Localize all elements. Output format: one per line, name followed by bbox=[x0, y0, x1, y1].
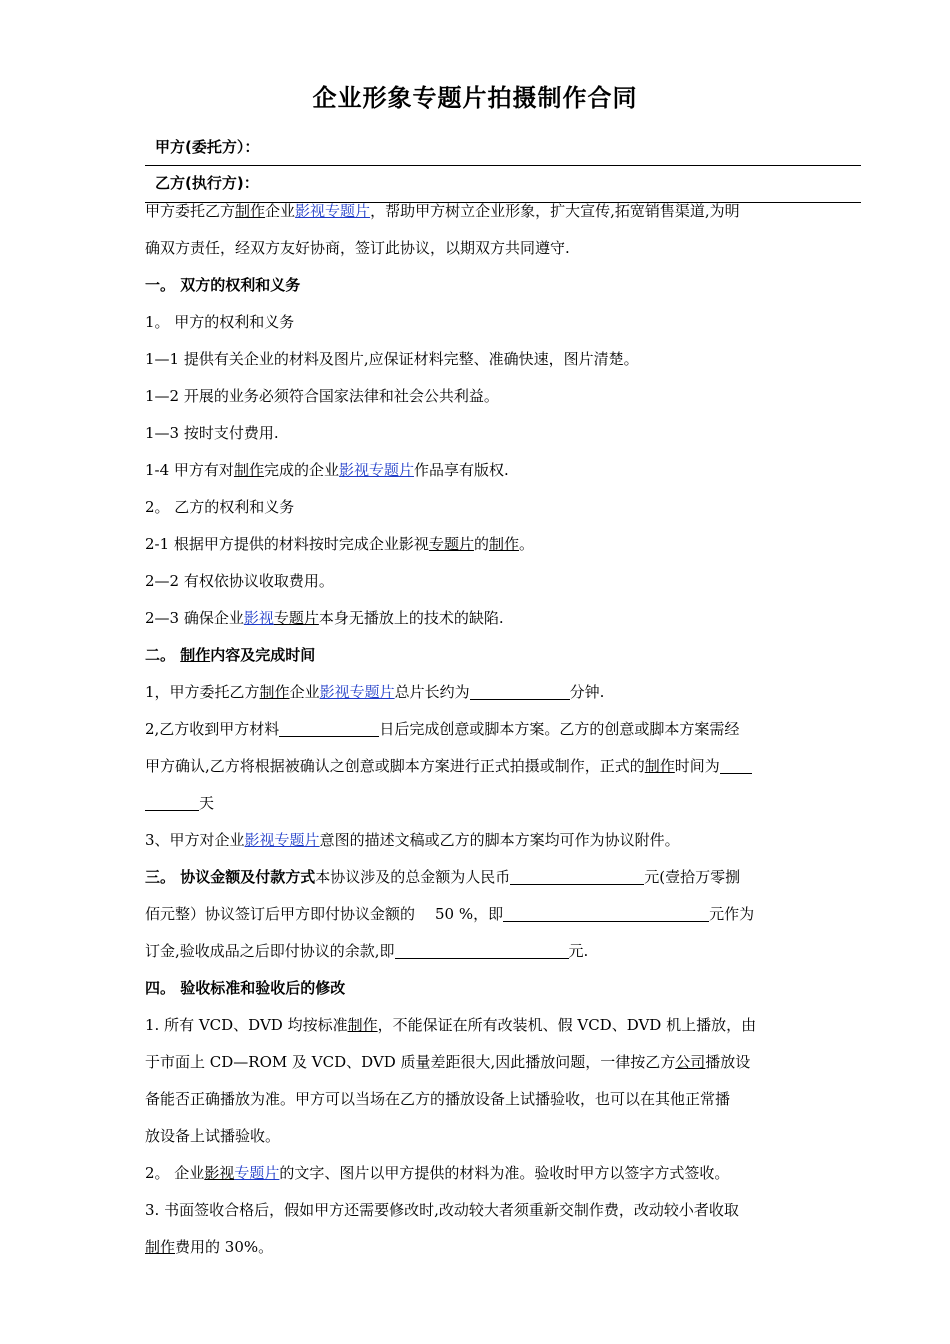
text: 天 bbox=[199, 794, 215, 812]
term-link[interactable]: 影视专题片 bbox=[319, 683, 395, 701]
text: 企业 bbox=[265, 202, 296, 220]
underlined-term: 专题片 bbox=[428, 535, 474, 553]
underlined-term: 专题片 bbox=[273, 609, 319, 627]
term-link[interactable]: 影视专题片 bbox=[338, 461, 414, 479]
text: 1. 所有 VCD、DVD 均按标准 bbox=[145, 1016, 348, 1034]
text: 完成的企业 bbox=[263, 461, 339, 479]
term-link[interactable]: 影视 bbox=[243, 609, 274, 627]
s2-item-2-line-3 bbox=[145, 785, 815, 822]
deposit-amount-blank[interactable] bbox=[503, 904, 709, 922]
production-time-blank-cont[interactable] bbox=[145, 793, 199, 811]
term-link[interactable]: 影视专题片 bbox=[244, 831, 320, 849]
clause-1-1: 1—1 提供有关企业的材料及图片,应保证材料完整、准确快速，图片清楚。 bbox=[145, 350, 639, 368]
party-b-label: 乙方(执行方)： bbox=[155, 174, 259, 192]
s4-p2 bbox=[145, 1155, 815, 1192]
s4-p3-line-1: 3. 书面签收合格后，假如甲方还需要修改时,改动较大者须重新交制作费，改动较小者收取 bbox=[145, 1201, 739, 1219]
clause-2-3 bbox=[145, 600, 815, 637]
text: 元. bbox=[568, 942, 589, 960]
s2-item-3 bbox=[145, 822, 815, 859]
underlined-term: 影视 bbox=[204, 1164, 235, 1182]
section-4-heading: 四。 验收标准和验收后的修改 bbox=[145, 979, 346, 997]
text: 甲方确认,乙方将根据被确认之创意或脚本方案进行正式拍摄或制作，正式的 bbox=[145, 757, 645, 775]
text: 内容及完成时间 bbox=[210, 646, 316, 664]
text: 1，甲方委托乙方 bbox=[145, 683, 260, 701]
text: 订金,验收成品之后即付协议的余款,即 bbox=[145, 942, 395, 960]
text: 3、甲方对企业 bbox=[145, 831, 245, 849]
underlined-term: 公司 bbox=[675, 1053, 706, 1071]
s4-p1-line-4: 放设备上试播验收。 bbox=[145, 1127, 281, 1145]
text: 意图的描述文稿或乙方的脚本方案均可作为协议附件。 bbox=[319, 831, 680, 849]
text: 甲方委托乙方 bbox=[145, 202, 236, 220]
text: 2。 企业 bbox=[145, 1164, 205, 1182]
text: 总片长约为 bbox=[394, 683, 470, 701]
text: ，不能保证在所有改装机、假 VCD、DVD 机上播放，由 bbox=[377, 1016, 757, 1034]
s2-item-1 bbox=[145, 674, 815, 711]
clause-2-1 bbox=[145, 526, 815, 563]
text: 的文字、图片以甲方提供的材料为准。验收时甲方以签字方式签收。 bbox=[279, 1164, 730, 1182]
party-a-label: 甲方(委托方）： bbox=[155, 138, 260, 156]
section-2-heading bbox=[145, 637, 815, 674]
contract-body bbox=[145, 193, 815, 1266]
text: 2—3 确保企业 bbox=[145, 609, 244, 627]
text: 的 bbox=[473, 535, 489, 553]
underlined-term: 制作 bbox=[488, 535, 519, 553]
text: 播放设 bbox=[705, 1053, 751, 1071]
text: 作品享有版权. bbox=[413, 461, 509, 479]
underlined-term: 制作 bbox=[259, 683, 290, 701]
section-3-line-1 bbox=[145, 859, 815, 896]
text: 本协议涉及的总金额为人民币 bbox=[315, 868, 511, 886]
underlined-term: 制作 bbox=[235, 202, 266, 220]
clause-2-2: 2—2 有权依协议收取费用。 bbox=[145, 572, 334, 590]
party-a-line bbox=[145, 165, 861, 166]
section-3-line-3 bbox=[145, 933, 815, 970]
s4-p3-line-2 bbox=[145, 1229, 815, 1266]
text: 。 bbox=[518, 535, 534, 553]
s2-item-2-line-1 bbox=[145, 711, 815, 748]
s2-item-2-line-2 bbox=[145, 748, 815, 785]
text: 2,乙方收到甲方材料 bbox=[145, 720, 280, 738]
s4-p1-line-3: 备能否正确播放为准。甲方可以当场在乙方的播放设备上试播验收，也可以在其他正常播 bbox=[145, 1090, 731, 1108]
section-1-heading: 一。 双方的权利和义务 bbox=[145, 276, 301, 294]
text: 元作为 bbox=[709, 905, 755, 923]
underlined-term: 制作 bbox=[644, 757, 675, 775]
text: 元(壹拾万零捌 bbox=[644, 868, 741, 886]
production-time-blank[interactable] bbox=[720, 756, 752, 774]
party-b-rights-title: 2。 乙方的权利和义务 bbox=[145, 498, 295, 516]
underlined-term: 制作 bbox=[347, 1016, 378, 1034]
s4-p1-line-2 bbox=[145, 1044, 815, 1081]
text: ，即 bbox=[473, 905, 504, 923]
underlined-term: 制作 bbox=[233, 461, 264, 479]
term-link[interactable]: 影视专题片 bbox=[295, 202, 371, 220]
clause-1-2: 1—2 开展的业务必须符合国家法律和社会公共利益。 bbox=[145, 387, 499, 405]
document-title: 企业形象专题片拍摄制作合同 bbox=[312, 84, 638, 112]
section-3-line-2 bbox=[145, 896, 815, 933]
text: 费用的 30%。 bbox=[175, 1238, 274, 1256]
clause-1-4 bbox=[145, 452, 815, 489]
balance-amount-blank[interactable] bbox=[395, 941, 569, 959]
text: 2-1 根据甲方提供的材料按时完成企业影视 bbox=[145, 535, 429, 553]
intro-line-1 bbox=[145, 193, 815, 230]
text: 二。 bbox=[145, 646, 181, 664]
party-a-rights-title: 1。 甲方的权利和义务 bbox=[145, 313, 295, 331]
text: 佰元整）协议签订后甲方即付协议金额的 bbox=[145, 905, 416, 923]
underlined-term: 制作 bbox=[145, 1238, 176, 1256]
term-link[interactable]: 专题片 bbox=[234, 1164, 280, 1182]
text: 1-4 甲方有对 bbox=[145, 461, 234, 479]
total-amount-blank[interactable] bbox=[510, 867, 644, 885]
text: 时间为 bbox=[674, 757, 720, 775]
clause-1-3: 1—3 按时支付费用. bbox=[145, 424, 279, 442]
text: ，帮助甲方树立企业形象，扩大宣传,拓宽销售渠道,为明 bbox=[370, 202, 740, 220]
text: 日后完成创意或脚本方案。乙方的创意或脚本方案需经 bbox=[379, 720, 740, 738]
deposit-percent: 50 % bbox=[435, 905, 474, 923]
text: 企业 bbox=[289, 683, 320, 701]
text: 本身无播放上的技术的缺陷. bbox=[318, 609, 504, 627]
section-3-heading: 三。 协议金额及付款方式 bbox=[145, 868, 316, 886]
days-blank[interactable] bbox=[279, 719, 379, 737]
intro-line-2: 确双方责任，经双方友好协商，签订此协议，以期双方共同遵守. bbox=[145, 239, 570, 257]
s4-p1-line-1 bbox=[145, 1007, 815, 1044]
underlined-term: 制作 bbox=[180, 646, 211, 664]
text: 于市面上 CD—ROM 及 VCD、DVD 质量差距很大,因此播放问题，一律按乙方 bbox=[145, 1053, 676, 1071]
text: 分钟. bbox=[569, 683, 605, 701]
duration-blank[interactable] bbox=[470, 682, 570, 700]
